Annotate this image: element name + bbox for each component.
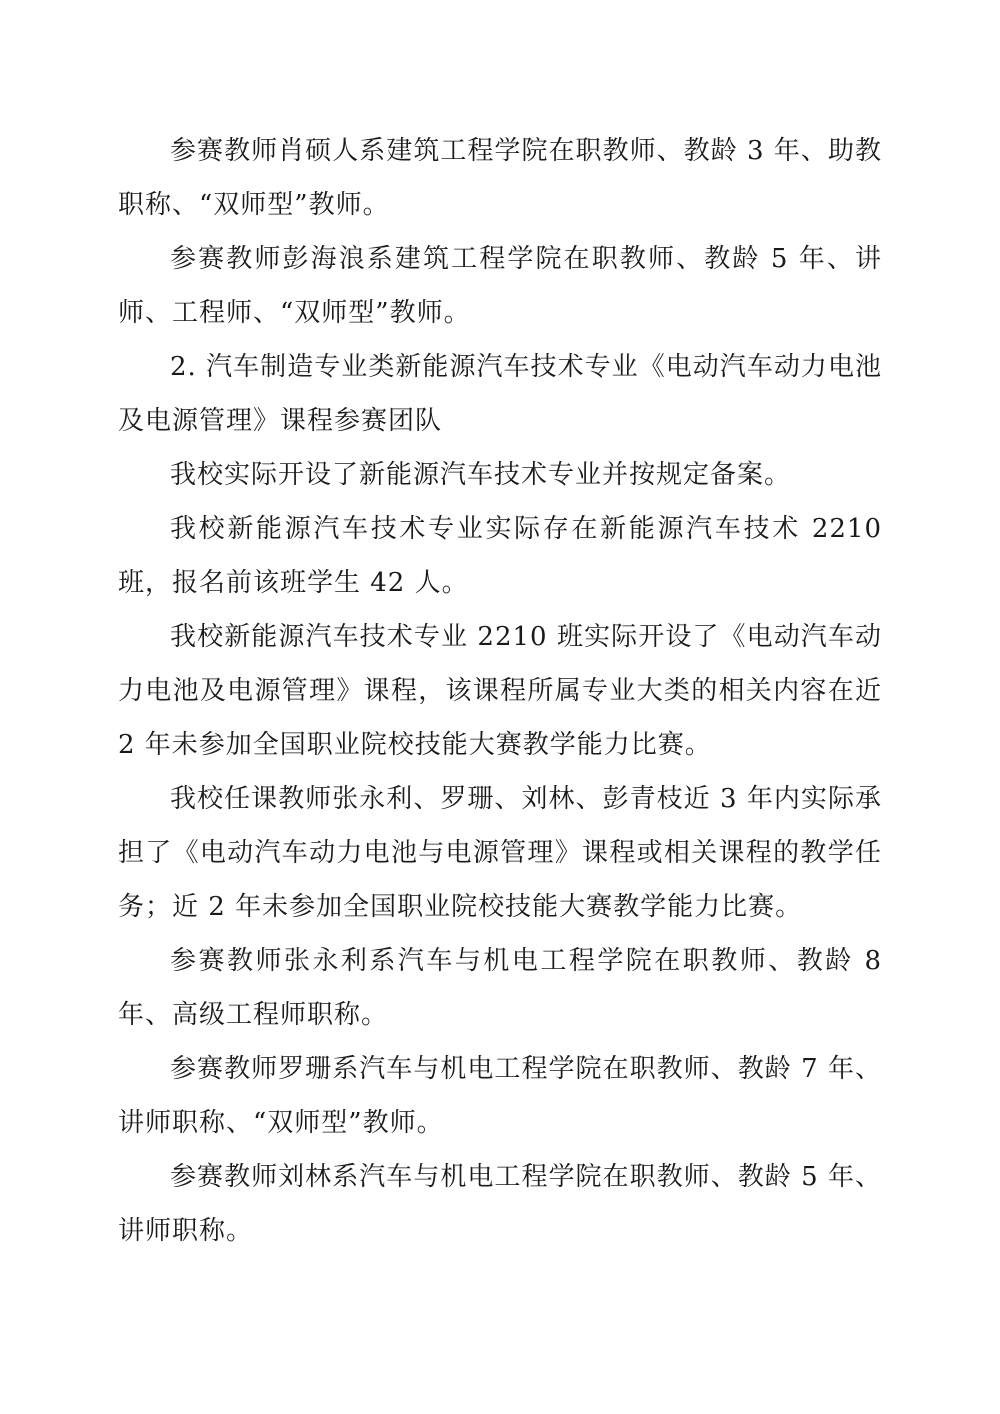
paragraph-teacher-xiao: 参赛教师肖硕人系建筑工程学院在职教师、教龄 3 年、助教职称、“双师型”教师。 bbox=[118, 136, 882, 220]
paragraph-teacher-zhang: 参赛教师张永利系汽车与机电工程学院在职教师、教龄 8 年、高级工程师职称。 bbox=[118, 946, 882, 1030]
paragraph-major-established: 我校实际开设了新能源汽车技术专业并按规定备案。 bbox=[170, 460, 792, 490]
paragraph-course-offered: 我校新能源汽车技术专业 2210 班实际开设了《电动汽车动力电池及电源管理》课程，该课程所属专业大类的相关内容在近 2 年未参加全国职业院校技能大赛教学能力比赛。 bbox=[118, 622, 882, 760]
paragraph-teacher-liu: 参赛教师刘林系汽车与机电工程学院在职教师、教龄 5 年、讲师职称。 bbox=[118, 1162, 882, 1246]
paragraph-teacher-peng-hailang: 参赛教师彭海浪系建筑工程学院在职教师、教龄 5 年、讲师、工程师、“双师型”教师。 bbox=[118, 244, 882, 328]
paragraph-teacher-luo: 参赛教师罗珊系汽车与机电工程学院在职教师、教龄 7 年、讲师职称、“双师型”教师。 bbox=[118, 1054, 882, 1138]
paragraph-teaching-staff: 我校任课教师张永利、罗珊、刘林、彭青枝近 3 年内实际承担了《电动汽车动力电池与电源管理》课程或相关课程的教学任务；近 2 年未参加全国职业院校技能大赛教学能力比赛。 bbox=[118, 784, 882, 922]
paragraph-class-2210: 我校新能源汽车技术专业实际存在新能源汽车技术 2210 班，报名前该班学生 42 人。 bbox=[118, 514, 882, 598]
section-heading-team-2: 2. 汽车制造专业类新能源汽车技术专业《电动汽车动力电池及电源管理》课程参赛团队 bbox=[118, 352, 882, 436]
document-body bbox=[118, 124, 882, 1258]
